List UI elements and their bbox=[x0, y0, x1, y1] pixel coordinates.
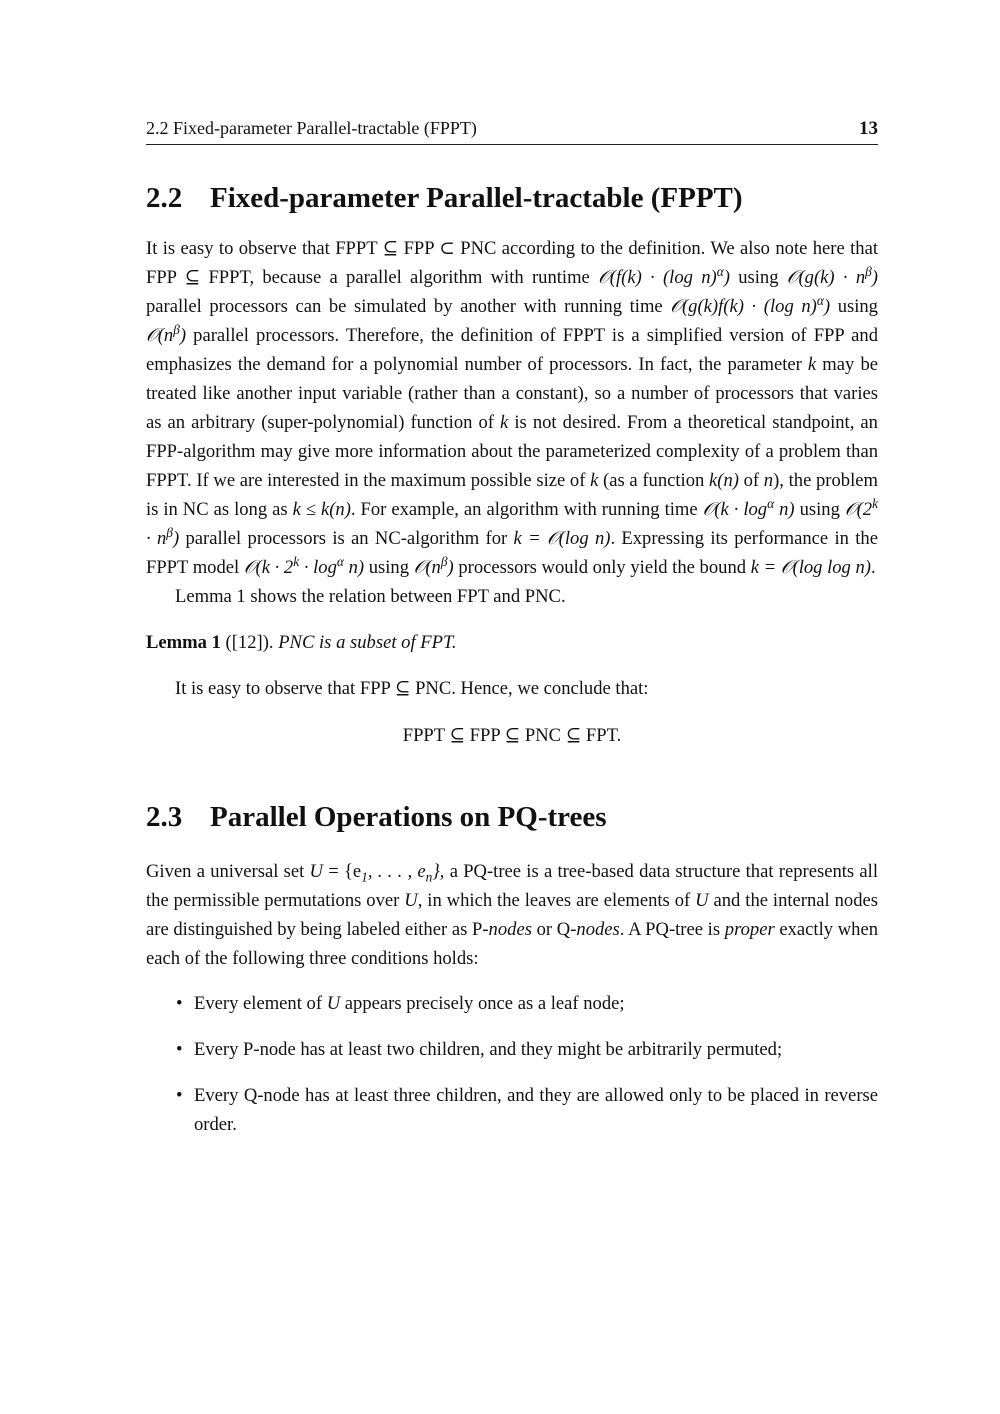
math-n-beta: $𝒪(n^\beta)$ bbox=[413, 553, 454, 578]
text-run: Given a universal set bbox=[146, 860, 310, 882]
section-title: Fixed-parameter Parallel-tractable (FPPT) bbox=[210, 182, 743, 214]
math-bound: k = 𝒪(log log n) bbox=[750, 556, 871, 578]
math-processors: 𝒪(g(k) · $n^\beta$) bbox=[786, 263, 878, 288]
math-U: U bbox=[695, 889, 709, 911]
math-universal-set: $U = \{e_1$, . . . , $e_n$} bbox=[309, 860, 440, 885]
math-sim-runtime: 𝒪(g(k)f(k) · (log n)$^\alpha$) bbox=[670, 292, 831, 317]
text-run: parallel processors. Therefore, the definition of FPPT is a simplified version of FPP and emphasizes the demand for a polynomial number of processors. In fact, the parameter bbox=[146, 324, 878, 375]
math-runtime: 𝒪(f(k) · (log n)$^\alpha$) bbox=[598, 263, 730, 288]
math-example-processors: $𝒪(2^k \cdot n^\beta)$ bbox=[146, 495, 878, 549]
bullet-icon: • bbox=[176, 1038, 183, 1060]
paragraph-lemma-intro: Lemma 1 shows the relation between FPT and PNC. bbox=[175, 585, 566, 607]
text-run: . bbox=[871, 556, 876, 578]
paragraph-conclusion: It is easy to observe that FPP ⊆ PNC. Hence, we conclude that: bbox=[175, 677, 649, 699]
list-item: • Every Q-node has at least three children, and they are allowed only to be placed in reverse order. bbox=[146, 1081, 878, 1139]
math-k-le-kn: k ≤ k(n) bbox=[292, 498, 351, 520]
text-run: . For example, an algorithm with running time bbox=[350, 498, 703, 520]
paragraph-pq-trees bbox=[146, 857, 878, 973]
lemma-1 bbox=[146, 628, 878, 657]
lemma-statement: PNC is a subset of FPT. bbox=[278, 631, 457, 653]
section-heading-2-3 bbox=[146, 800, 878, 835]
term-proper: proper bbox=[724, 918, 775, 940]
text-run: or Q- bbox=[531, 918, 577, 940]
bullet-icon: • bbox=[176, 992, 183, 1014]
math-fppt-model: 𝒪(k · $2^k \cdot \log^\alpha n$) bbox=[243, 553, 365, 578]
text-run: may be treated like another input variable (rather than a constant), so a number of processors that varies as an arbitrary (super-polynomial) function of bbox=[146, 353, 878, 433]
lemma-citation: ([12]). bbox=[225, 631, 274, 653]
math-k: k bbox=[500, 411, 509, 433]
section-number: 2.3 bbox=[146, 800, 183, 833]
paragraph-fppt bbox=[146, 234, 878, 582]
lemma-label: Lemma 1 bbox=[146, 631, 221, 653]
text-run: using bbox=[794, 498, 845, 520]
math-example-runtime: 𝒪(k · $\log^\alpha n$) bbox=[702, 495, 795, 520]
text-run: is not desired. From a theoretical standpoint, an FPP-algorithm may give more information about the parameterized complexity of a problem than FPPT. If we are interested in the maximum possible size of bbox=[146, 411, 878, 491]
text-run: . A PQ-tree is bbox=[619, 918, 725, 940]
text-run: parallel processors is an NC-algorithm for bbox=[179, 527, 514, 549]
text-run: ), the problem is in NC as long as bbox=[146, 469, 878, 520]
term-nodes: nodes bbox=[576, 918, 620, 940]
math-n-beta: $𝒪(n^\beta)$ bbox=[146, 321, 187, 346]
text-run: parallel processors can be simulated by another with running time bbox=[146, 295, 671, 317]
text-run: , a PQ-tree is a tree-based data structure that represents all the permissible permutations over bbox=[146, 860, 878, 911]
math-k: k bbox=[807, 353, 817, 375]
math-k: k bbox=[590, 469, 599, 491]
text-run: of bbox=[738, 469, 764, 491]
term-nodes: nodes bbox=[488, 918, 532, 940]
text-run: exactly when each of the following three conditions holds: bbox=[146, 918, 879, 969]
math-kn: k(n) bbox=[709, 469, 739, 491]
page bbox=[146, 118, 878, 1156]
bullet-icon: • bbox=[176, 1084, 183, 1106]
conditions-list bbox=[146, 989, 878, 1139]
page-number: 13 bbox=[859, 118, 878, 139]
section-heading-2-2 bbox=[146, 181, 878, 216]
section-number: 2.2 bbox=[146, 182, 183, 214]
text-run: using bbox=[729, 266, 787, 288]
running-header bbox=[146, 118, 878, 145]
text-run: and the internal nodes are distinguished by being labeled either as P- bbox=[146, 889, 879, 940]
list-item: • Every P-node has at least two children, and they might be arbitrarily permuted; bbox=[146, 1035, 878, 1064]
text-run: processors would only yield the bound bbox=[453, 556, 751, 578]
display-equation: FPPT ⊆ FPP ⊆ PNC ⊆ FPT. bbox=[402, 724, 622, 746]
text-run: . Expressing its performance in the FPPT model bbox=[146, 527, 878, 578]
math-U: U bbox=[404, 889, 418, 911]
running-title: 2.2 Fixed-parameter Parallel-tractable (FPPT) bbox=[146, 118, 477, 138]
text-run: using bbox=[364, 556, 414, 578]
text-run: It is easy to observe that FPPT ⊆ FPP ⊂ PNC according to the definition. We also note here that FPP ⊆ FPPT, because a parallel algorithm with runtime bbox=[146, 237, 878, 288]
text-run: using bbox=[830, 295, 878, 317]
section-title: Parallel Operations on PQ-trees bbox=[210, 800, 607, 833]
text-run: , in which the leaves are elements of bbox=[417, 889, 696, 911]
list-item: • Every element of U appears precisely once as a leaf node; bbox=[146, 989, 878, 1018]
math-k-log-n: k = 𝒪(log n) bbox=[513, 527, 611, 549]
math-n: n bbox=[763, 469, 774, 491]
text-run: (as a function bbox=[598, 469, 709, 491]
